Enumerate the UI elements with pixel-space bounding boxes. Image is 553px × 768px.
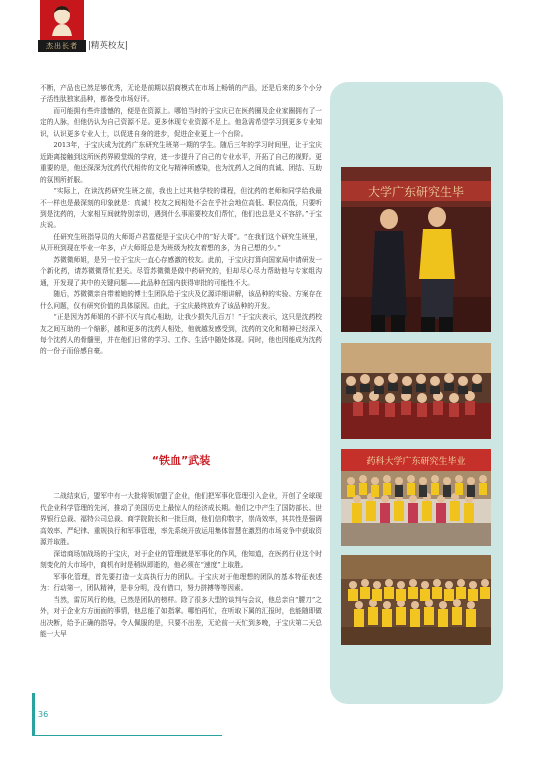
paragraph: “正是因为苏师姐的不辞不厌与真心相助，让我少损失几百万！”于宝庆表示，这只是沈药校友之间互助的一个缩影，越和更多的沈药人相处，他就越发感受到，沈药的文化和精神已经深入每个沈药人的骨髓里，并在他们日常的学习、工作、生活中随处体现。同时，他也因能成为沈药的一份子而倍感自豪。 — [40, 313, 322, 356]
paragraph: 任研究生班指导员的大师哥卢君霆便是于宝庆心中的“好大哥”。“在我们这个研究生班里，从开班到现在毕业一年多，卢大师哥总是为班级为校友着想的多，为自己想的少。” — [40, 232, 322, 253]
paragraph: 当然，雷厉风行的他，已然是团队的榜样。除了很多大型的谈判与会议，他总亲自“腰刀”之外，对于企业方方面面的事情，他总能了如指掌。哪怕再忙，在听取下属的汇报时，也能随即做出决断，给予正确的指导。令人佩服的是，只要不出差，无论前一天忙到多晚，于宝庆第二天总能一大早 — [40, 595, 322, 638]
page-number: 36 — [38, 710, 49, 719]
photo-dinner-gathering — [341, 343, 491, 439]
paragraph: 苏微微师姐，是另一位于宝庆一直心存感激的校友。此前，于宝庆打算向国家局申请研发一个新化药，请苏微微帮忙把关。尽管苏微微是做中药研究的，但却尽心尽力帮助他与专家组沟通，开发现了其中的关键问题——此品种在国内获得审批的可能性不大。 — [40, 255, 322, 287]
banner-text: 大学广东研究生毕 — [367, 185, 465, 199]
page-header — [0, 0, 553, 52]
brand-text: 杰出长者 — [38, 40, 86, 52]
paragraph: 2013年，于宝庆成为沈药广东研究生班第一期的学生。随后三年的学习时间里，让于宝庆近距离接触到这所医药界殿堂级的学府，进一步提升了自己的专业水平，开拓了自己的视野。更重要的是，他还深深为沈药代代相传的文化与精神所感染，也为沈药人之间的真诚、团结、互助的氛围所折服。 — [40, 141, 322, 184]
photo-graduation-group — [341, 449, 491, 546]
brand-logo — [40, 0, 84, 40]
paragraph: 不断，产品也已然足够优秀，无论是前期以招商模式在市场上畅销的产品，还是后来的多个小分子活性肽独家品种，都备受市场好评。 — [40, 84, 322, 104]
photo-image — [341, 555, 491, 645]
paragraph: 二战结束后，盟军中有一大批将领加盟了企业，他们把军事化管理引入企业，开创了全球现代企业科学管理的先河，推动了美国历史上最惊人的经济成长期。他们之中产生了国防部长、世界银行总裁、福特公司总裁、商学院院长和一批巨商，他们信仰数字，崇尚效率，其共性是强调高效率、严纪律、重规执行和军事管理，率先系统开放运用集体智慧在激烈的市场竞争中获取资源并取胜。 — [40, 492, 322, 546]
paragraph: 深谙商场加战场的于宝庆，对于企业的管理就是军事化的作风，他知道，在医药行业这个时刻变化的大市场中，商机有时是稍纵即逝的，他必须在“速度”上取胜。 — [40, 549, 322, 569]
article-body-part2 — [40, 491, 322, 641]
photo-image — [341, 449, 491, 546]
photo-image — [341, 343, 491, 439]
paragraph: 军事化管理，首先要打造一支高执行力的团队。于宝庆对于他理想的团队的基本特征表述为：行动第一，团队精神，是非分明，没有借口，努力拼搏等等因素。 — [40, 572, 322, 592]
paragraph: 随后，苏微微亲自带着她的博士生团队给于宝庆及亿源详细讲解，该品种的实验、方案存在什么问题，仅有研究价值的具体原因。由此，于宝庆最终放弃了该品种的开发。 — [40, 290, 322, 310]
footer-divider — [32, 735, 222, 736]
portrait-icon — [48, 4, 76, 36]
article-body-part1 — [40, 83, 322, 358]
photo-team-group — [341, 555, 491, 645]
banner-text: 药科大学广东研究生毕业 — [366, 457, 466, 467]
photo-two-men — [341, 167, 491, 332]
photo-image — [341, 167, 491, 332]
section-subheading: “铁血”武装 — [151, 454, 211, 467]
section-title: |精英校友| — [88, 41, 128, 51]
paragraph: 而可能拥有些许遗憾的，便是在资源上。哪怕当时的于宝庆已在医药圈及企业家圈拥有了一定的人脉，但他仍认为自己资源不足。更多休现专业资源不足上。他急需希望学习到更多专业知识，认识更多专业人士，以促进自身的进步，促进企业更上一个台阶。 — [40, 106, 322, 138]
paragraph: “实际上，在读沈药研究生班之前，我也上过其他学校的课程，但沈药的老师和同学给我最不一样也是最深刻的印象就是：真诚！校友之间相处不会在乎社会地位高低、职位高低，只要听到是沈药的，大家相互间就特别亲切，遇到什么事需要校友们帮忙，他们也总是义不容辞。”于宝庆说。 — [40, 187, 322, 230]
footer-accent-bar — [32, 693, 35, 735]
